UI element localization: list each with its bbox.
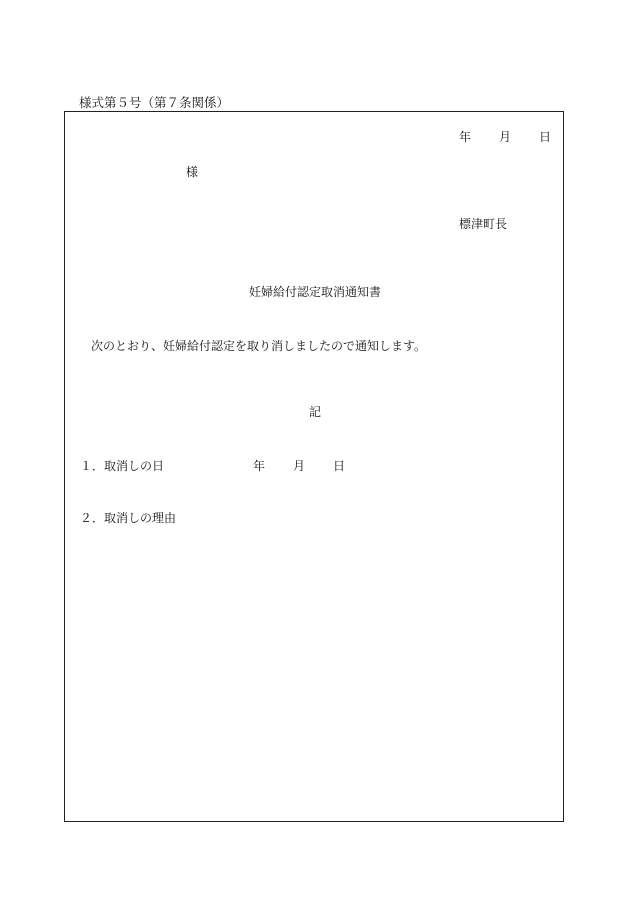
issuer-name: 標津町長 [459,217,508,231]
ki-heading: 記 [308,405,321,419]
item-cancellation-year-label: 年 [253,459,266,473]
date-month-label: 月 [499,130,512,144]
item-cancellation-month-label: 月 [293,459,306,473]
date-year-label: 年 [459,130,472,144]
form-number-label: 様式第５号（第７条関係） [79,95,230,110]
date-day-label: 日 [539,130,552,144]
addressee-honorific: 様 [186,165,199,179]
item-cancellation-day-label: 日 [333,459,346,473]
document-title: 妊婦給付認定取消通知書 [248,285,381,299]
item-cancellation-reason-label: ２．取消しの理由 [80,511,177,525]
body-text: 次のとおり、妊婦給付認定を取り消しましたので通知します。 [91,339,427,353]
item-cancellation-date-label: １．取消しの日 [80,459,165,473]
